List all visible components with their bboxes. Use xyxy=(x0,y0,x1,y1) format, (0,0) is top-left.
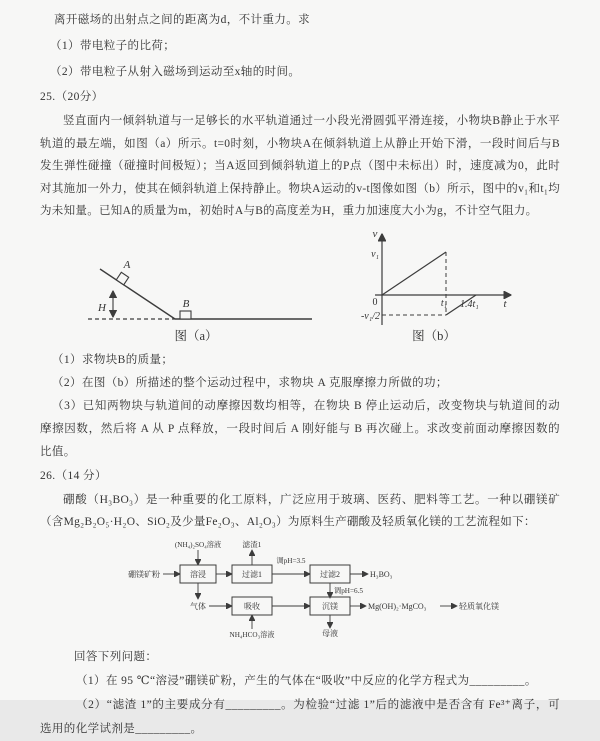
process-flow-diagram xyxy=(68,536,514,640)
question-26-sub1: （1）在 95 ℃“溶浸”硼镁矿粉，产生的气体在“吸收”中反应的化学方程式为_________。 xyxy=(76,674,537,687)
figures-row xyxy=(80,227,560,345)
figure-b-caption: 图（b） xyxy=(412,328,456,343)
precipitate-label: Mg(OH)₂·MgCO₃ xyxy=(368,601,427,611)
final-product-label: 轻质氧化镁 xyxy=(459,601,499,611)
gas-label: 气体 xyxy=(190,601,206,611)
intro-item-2: （2）带电粒子从射入磁场到运动至x轴的时间。 xyxy=(50,66,301,78)
t-axis-label: t xyxy=(503,297,507,310)
rising-velocity-line xyxy=(382,252,446,295)
question-25-sub3: （3）已知两物块与轨道间的动摩擦因数均相等，在物块 B 停止运动后，改变物块与轨道间的动摩擦因数，然后将 A 从 P 点释放，一段时间后 A 刚好能与 B 再次碰上。求改变前面动摩擦因数的比值。 xyxy=(40,399,560,458)
mother-liquor-label: 母液 xyxy=(322,628,338,638)
ph2-label: 调pH=6.5 xyxy=(334,586,364,595)
residue1-label: 滤渣1 xyxy=(242,539,262,549)
v1-tick-label: v₁ xyxy=(371,248,379,260)
figure-b-vt-graph xyxy=(354,227,519,345)
mg-box-label: 沉镁 xyxy=(322,601,338,611)
leach-box-label: 溶浸 xyxy=(190,569,206,579)
question-26-body: 硼酸（H₃BO₃）是一种重要的化工原料，广泛应用于玻璃、医药、肥料等工艺。一种以硼镁矿（含Mg₂B₂O₅·H₂O、SiO₂及少量Fe₂O₃、Al₂O₃）为原料生产硼酸及轻质氧化镁的工艺流程如下： xyxy=(40,493,560,528)
block-a-shape xyxy=(116,272,128,285)
figure-a-incline-diagram xyxy=(80,233,320,345)
ore-powder-label: 硼镁矿粉 xyxy=(128,569,160,579)
boric-acid-label: H₃BO₃ xyxy=(370,569,393,579)
bicarbonate-label: NH₄HCO₃溶液 xyxy=(229,630,275,639)
question-26-number: 26.（14 分） xyxy=(40,469,107,482)
absorb-box-label: 吸收 xyxy=(244,601,260,611)
ph1-label: 调pH=3.5 xyxy=(276,556,306,565)
intro-line: 离开磁场的出射点之间的距离为d，不计重力。求 xyxy=(54,14,311,26)
t14-tick-label: 1.4t₁ xyxy=(460,298,479,310)
block-b-label: B xyxy=(182,297,190,310)
flowchart-wrapper xyxy=(68,536,560,643)
answer-prompt: 回答下列问题： xyxy=(74,650,158,663)
ammonium-sulfate-label: (NH₄)₂SO₄溶液 xyxy=(174,540,222,549)
block-a-label: A xyxy=(123,258,131,271)
t1-tick-label: t₁ xyxy=(440,297,448,309)
question-25-sub2: （2）在图（b）所描述的整个运动过程中，求物块 A 克服摩擦力所做的功； xyxy=(52,376,448,389)
question-25-body: 竖直面内一倾斜轨道与一足够长的水平轨道通过一小段光滑圆弧平滑连接，小物块B静止于水平轨道的最左端，如图（a）所示。t=0时刻，小物块A在倾斜轨道上从静止开始下滑，一段时间后与B发生弹性碰撞（碰撞时间极短）；当A返回到倾斜轨道上的P点（图中未标出）时，速度减为0，此时对其施加一外力，使其在倾斜轨道上保持静止。物块A运动的v-t图像如图（b）所示，图中的v₁和t₁均为未知量。已知A的质量为m，初始时A与B的高度差为H，重力加速度大小为g，不计空气阻力。 xyxy=(40,115,560,217)
filter2-box-label: 过滤2 xyxy=(320,569,340,579)
question-26-sub2: （2）“滤渣 1”的主要成分有_________。为检验“过滤 1”后的滤液中是否含有 Fe³⁺离子，可选用的化学试剂是_________。 xyxy=(40,698,560,735)
filter1-box-label: 过滤1 xyxy=(242,569,262,579)
intro-item-1: （1）带电粒子的比荷； xyxy=(50,40,176,52)
incline-line xyxy=(100,269,175,319)
height-label: H xyxy=(98,301,106,314)
neg-v1-half-tick-label: -v₁/2 xyxy=(360,310,380,322)
figure-a-caption: 图（a） xyxy=(174,328,218,343)
origin-label: 0 xyxy=(372,296,378,308)
question-25-sub1: （1）求物块B的质量； xyxy=(52,353,174,366)
block-b-shape xyxy=(180,311,191,319)
question-25-number: 25.（20分） xyxy=(40,91,104,103)
v-axis-label: v xyxy=(372,227,378,240)
